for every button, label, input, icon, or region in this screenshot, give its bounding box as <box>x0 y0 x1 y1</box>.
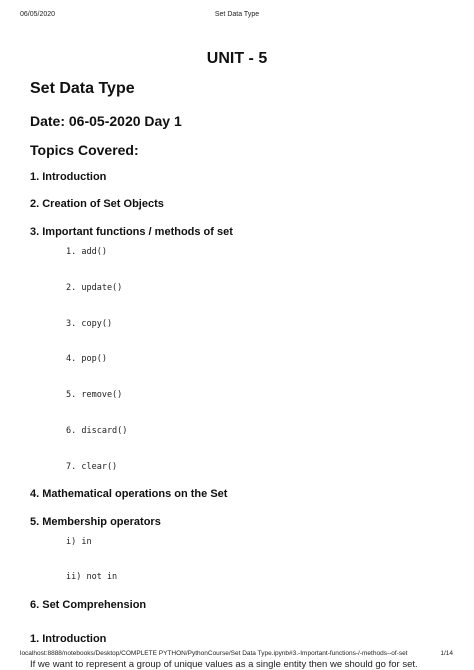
topic-item-introduction: 1. Introduction <box>30 171 107 183</box>
page-title: Set Data Type <box>30 80 135 97</box>
method-item-add: 1. add() <box>66 247 107 257</box>
method-item-remove: 5. remove() <box>66 390 123 400</box>
section-heading-introduction: 1. Introduction <box>30 633 107 645</box>
method-item-copy: 3. copy() <box>66 319 113 329</box>
print-page-number: 1/14 <box>440 650 453 657</box>
method-item-update: 2. update() <box>66 283 123 293</box>
topic-item-functions: 3. Important functions / methods of set <box>30 226 233 238</box>
topics-heading: Topics Covered: <box>30 142 139 158</box>
topic-item-creation: 2. Creation of Set Objects <box>30 198 164 210</box>
print-title: Set Data Type <box>214 11 260 18</box>
topic-item-membership: 5. Membership operators <box>30 516 161 528</box>
intro-paragraph: If we want to represent a group of unique values as a single entity then we should go for set. <box>30 659 418 670</box>
method-item-pop: 4. pop() <box>66 354 107 364</box>
date-heading: Date: 06-05-2020 Day 1 <box>30 113 182 129</box>
print-url: localhost:8888/notebooks/Desktop/COMPLETE PYTHON/PythonCourse/Set Data Type.ipynb#3.-Important-functions-/-methods--of-set <box>20 650 408 657</box>
membership-item-in: i) in <box>66 537 92 547</box>
print-date: 06/05/2020 <box>20 11 56 18</box>
method-item-discard: 6. discard() <box>66 426 128 436</box>
topic-item-mathematical: 4. Mathematical operations on the Set <box>30 488 228 500</box>
topic-item-comprehension: 6. Set Comprehension <box>30 599 147 611</box>
unit-heading: UNIT - 5 <box>206 50 268 67</box>
membership-item-not-in: ii) not in <box>66 572 118 582</box>
method-item-clear: 7. clear() <box>66 462 118 472</box>
